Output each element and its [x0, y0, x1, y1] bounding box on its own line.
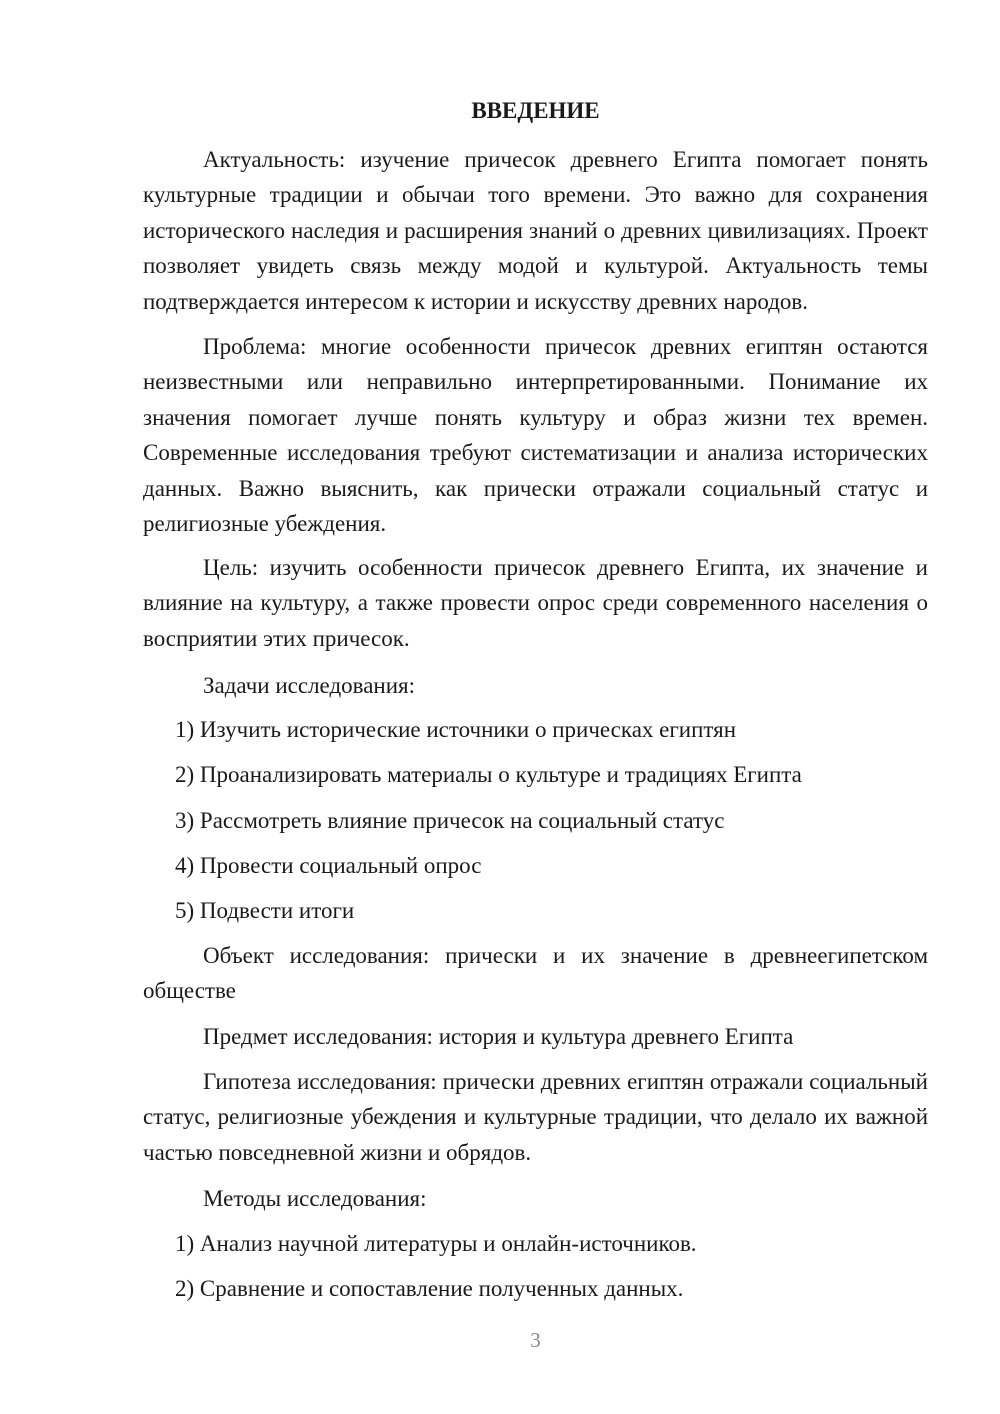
methods-title: Методы исследования: — [203, 1186, 427, 1211]
relevance-paragraph: Актуальность: изучение причесок древнего Египта помогает понять культурные традиции и обычаи того времени. Это важно для сохранения исторического наследия и расширения знаний о древних цивилизациях. Проект позволяет увидеть связь между модой и культурой. Актуальность темы подтверждается интересом к истории и искусству древних народов. — [143, 147, 928, 314]
task-item-1: 1) Изучить исторические источники о прическах египтян — [175, 717, 737, 742]
tasks-title: Задачи исследования: — [203, 673, 416, 698]
page-title: ВВЕДЕНИЕ — [471, 98, 600, 123]
page-number: 3 — [530, 1328, 541, 1352]
method-item-1: 1) Анализ научной литературы и онлайн-источников. — [175, 1231, 697, 1256]
subject-line: Предмет исследования: история и культура древнего Египта — [203, 1024, 794, 1049]
task-item-2: 2) Проанализировать материалы о культуре и традициях Египта — [175, 762, 802, 787]
method-item-2: 2) Сравнение и сопоставление полученных данных. — [175, 1276, 684, 1301]
task-item-4: 4) Провести социальный опрос — [175, 853, 482, 878]
hypothesis-paragraph: Гипотеза исследования: прически древних египтян отражали социальный статус, религиозные убеждения и культурные традиции, что делало их важной частью повседневной жизни и обрядов. — [143, 1069, 928, 1165]
task-item-5: 5) Подвести итоги — [175, 898, 355, 923]
document-page — [143, 0, 928, 1414]
problem-paragraph: Проблема: многие особенности причесок древних египтян остаются неизвестными или неправильно интерпретированными. Понимание их значения помогает лучше понять культуру и образ жизни тех времен. Современные исследования требуют систематизации и анализа исторических данных. Важно выяснить, как прически отражали социальный статус и религиозные убеждения. — [143, 334, 928, 537]
goal-paragraph: Цель: изучить особенности причесок древнего Египта, их значение и влияние на культуру, а также провести опрос среди современного населения о восприятии этих причесок. — [143, 555, 928, 651]
task-item-3: 3) Рассмотреть влияние причесок на социальный статус — [175, 808, 725, 833]
object-paragraph: Объект исследования: прически и их значение в древнеегипетском обществе — [143, 943, 928, 1004]
